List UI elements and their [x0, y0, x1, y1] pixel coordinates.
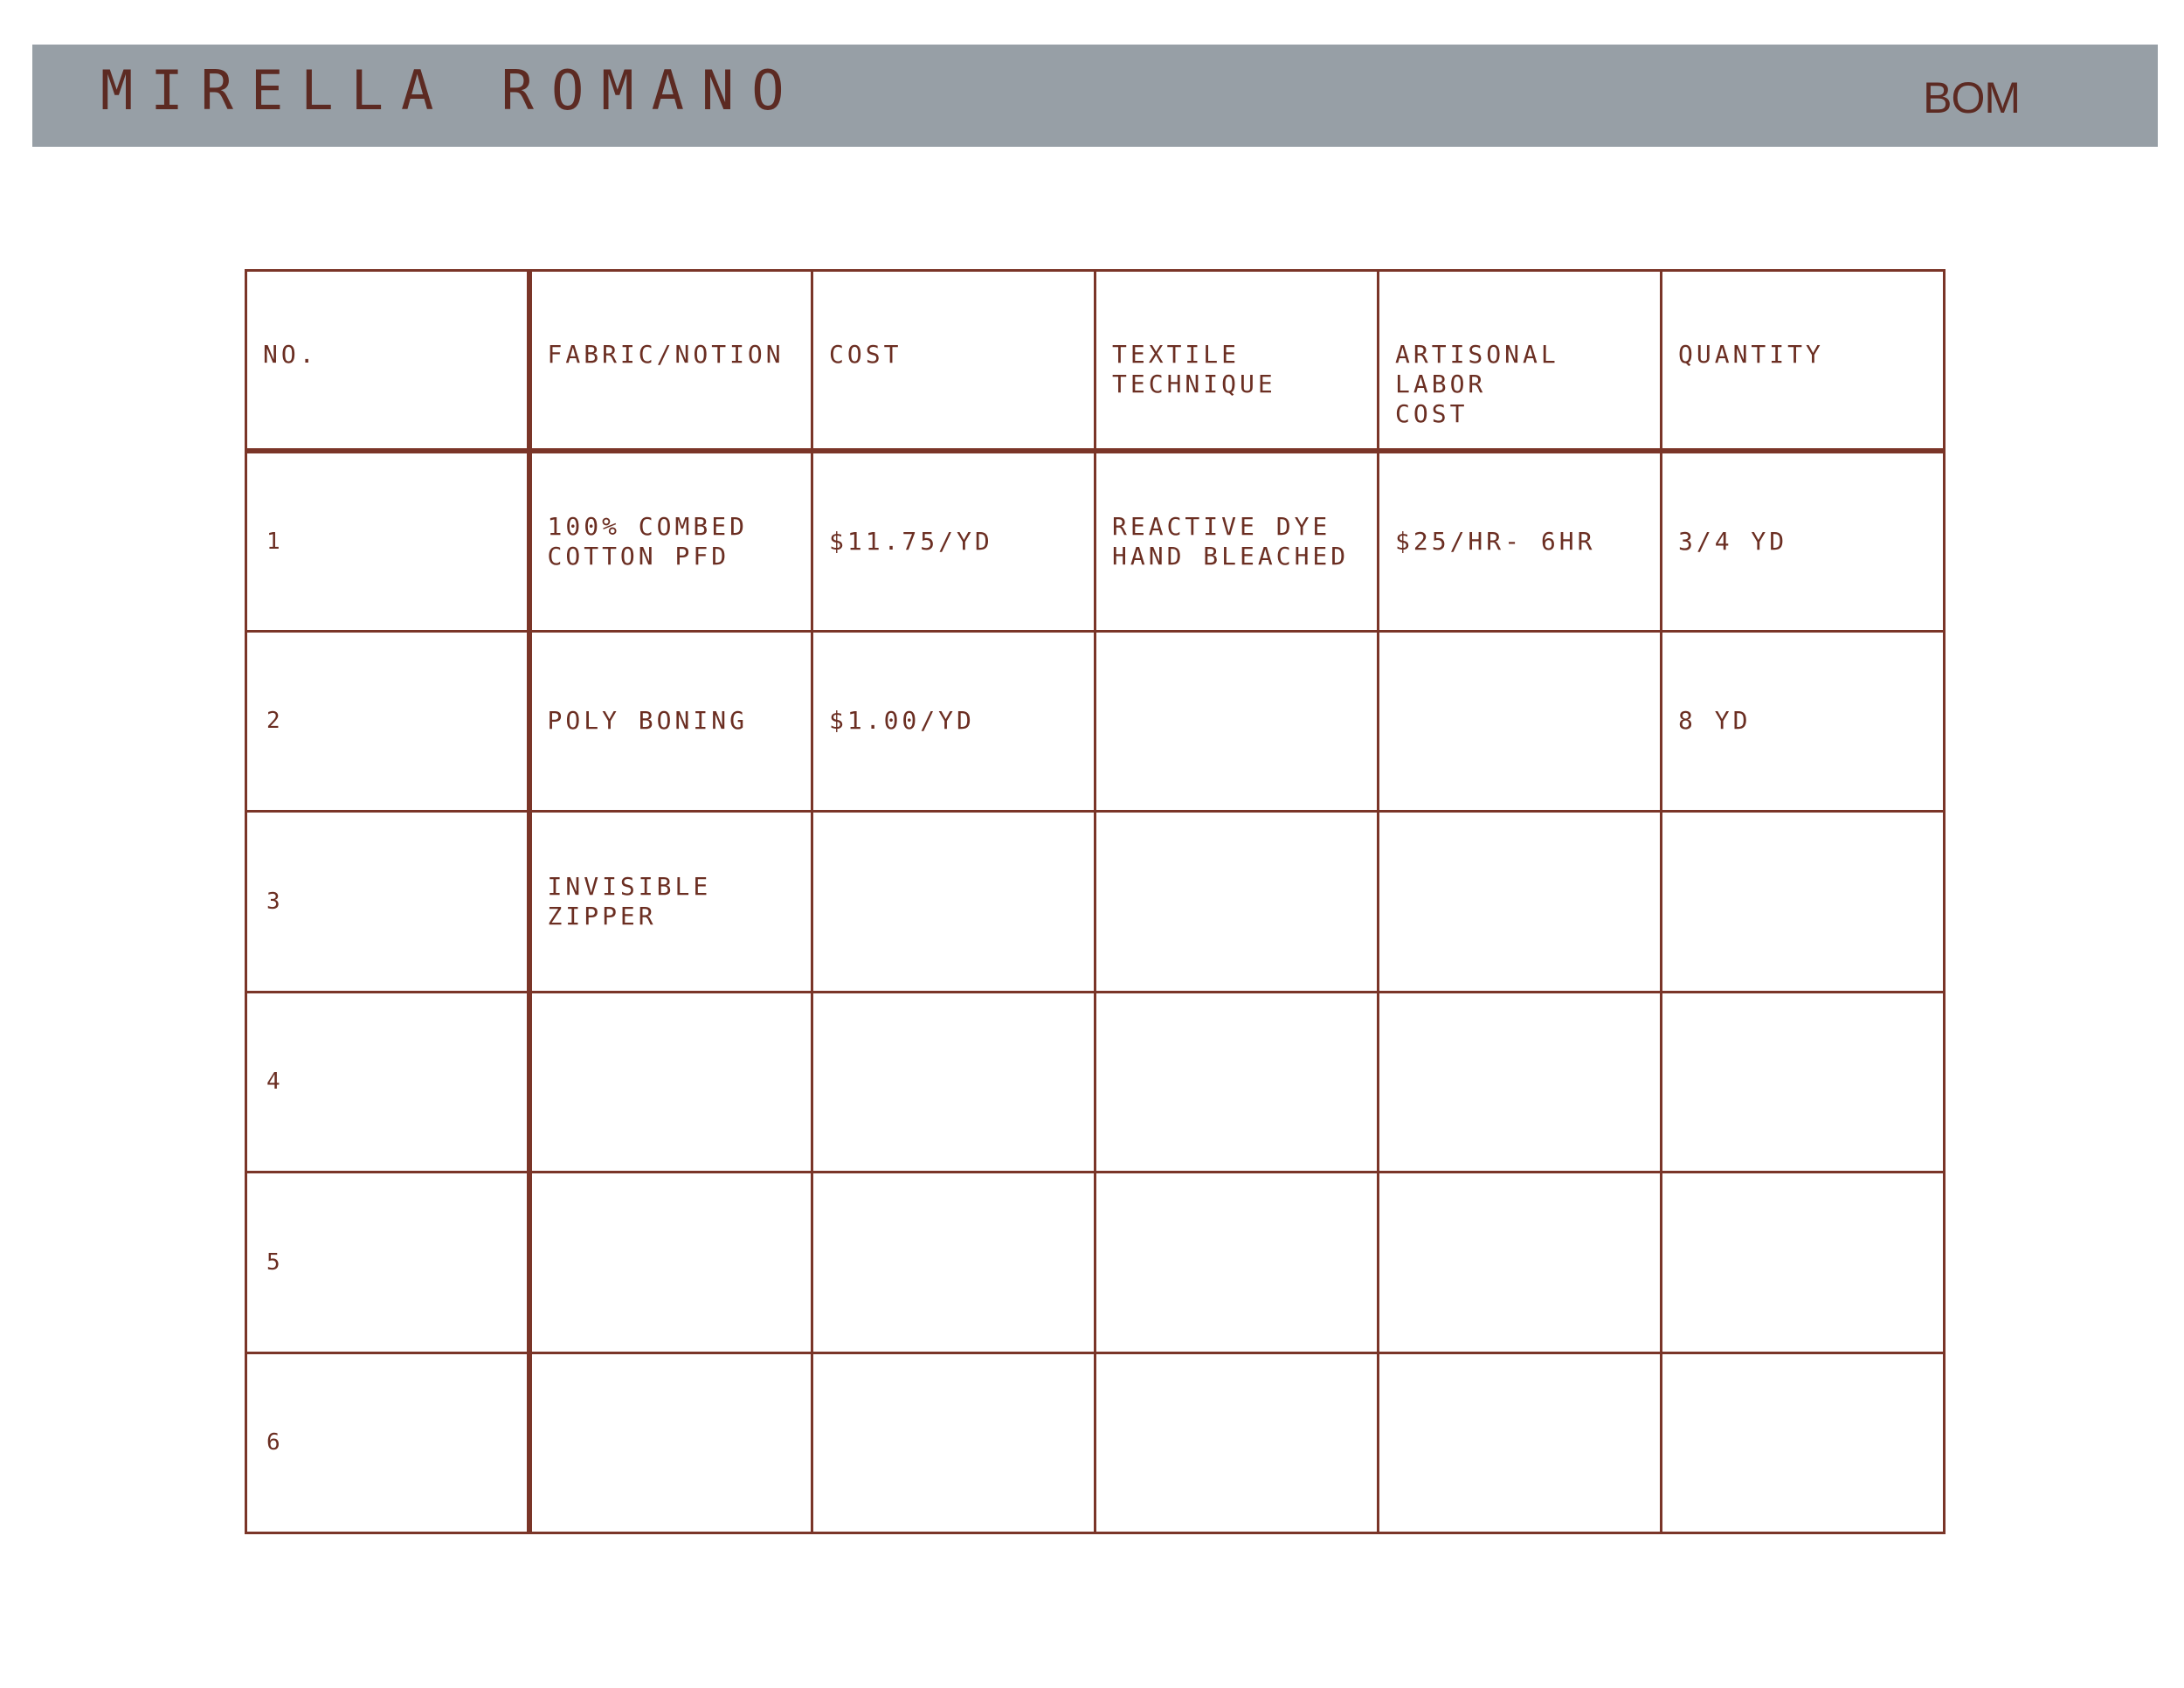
cell-cost: [812, 1173, 1095, 1353]
table-row: [246, 631, 1945, 812]
table-row: [246, 1173, 1945, 1353]
cell-fabric-notion: [529, 1173, 812, 1353]
cell-fabric-notion: 100% COMBED COTTON PFD: [529, 451, 812, 632]
cell-no: 4: [246, 992, 529, 1173]
column-header-no: NO.: [246, 271, 529, 451]
cell-cost: $1.00/YD: [812, 631, 1095, 812]
cell-textile-technique: [1095, 812, 1379, 993]
cell-no: 1: [246, 451, 529, 632]
cell-textile-technique: [1095, 1352, 1379, 1533]
cell-labor-cost: [1379, 1352, 1662, 1533]
cell-fabric-notion: INVISIBLE ZIPPER: [529, 812, 812, 993]
cell-cost: [812, 812, 1095, 993]
cell-fabric-notion: POLY BONING: [529, 631, 812, 812]
cell-labor-cost: [1379, 631, 1662, 812]
cell-labor-cost: $25/HR- 6HR: [1379, 451, 1662, 632]
cell-quantity: [1662, 1352, 1945, 1533]
table-row: [246, 992, 1945, 1173]
column-header-artisonal-labor-cost: ARTISONAL LABOR COST: [1379, 271, 1662, 451]
column-header-fabric-notion: FABRIC/NOTION: [529, 271, 812, 451]
brand-name: MIRELLA ROMANO: [100, 59, 802, 122]
column-header-textile-technique: TEXTILE TECHNIQUE: [1095, 271, 1379, 451]
table-row: [246, 451, 1945, 632]
cell-fabric-notion: [529, 1352, 812, 1533]
header-bar: [32, 45, 2158, 147]
bom-table: [245, 269, 1946, 1534]
cell-textile-technique: [1095, 631, 1379, 812]
column-header-cost: COST: [812, 271, 1095, 451]
cell-quantity: 3/4 YD: [1662, 451, 1945, 632]
cell-quantity: 8 YD: [1662, 631, 1945, 812]
table-row: [246, 812, 1945, 993]
cell-textile-technique: [1095, 1173, 1379, 1353]
document-type-label: BOM: [1923, 73, 2020, 122]
cell-no: 2: [246, 631, 529, 812]
cell-labor-cost: [1379, 1173, 1662, 1353]
cell-quantity: [1662, 812, 1945, 993]
cell-textile-technique: [1095, 992, 1379, 1173]
cell-labor-cost: [1379, 992, 1662, 1173]
cell-cost: $11.75/YD: [812, 451, 1095, 632]
table-header-row: [246, 271, 1945, 451]
cell-textile-technique: REACTIVE DYE HAND BLEACHED: [1095, 451, 1379, 632]
column-header-quantity: QUANTITY: [1662, 271, 1945, 451]
table-row: [246, 1352, 1945, 1533]
cell-no: 6: [246, 1352, 529, 1533]
cell-cost: [812, 1352, 1095, 1533]
cell-fabric-notion: [529, 992, 812, 1173]
cell-no: 5: [246, 1173, 529, 1353]
cell-no: 3: [246, 812, 529, 993]
cell-quantity: [1662, 992, 1945, 1173]
cell-labor-cost: [1379, 812, 1662, 993]
cell-cost: [812, 992, 1095, 1173]
cell-quantity: [1662, 1173, 1945, 1353]
